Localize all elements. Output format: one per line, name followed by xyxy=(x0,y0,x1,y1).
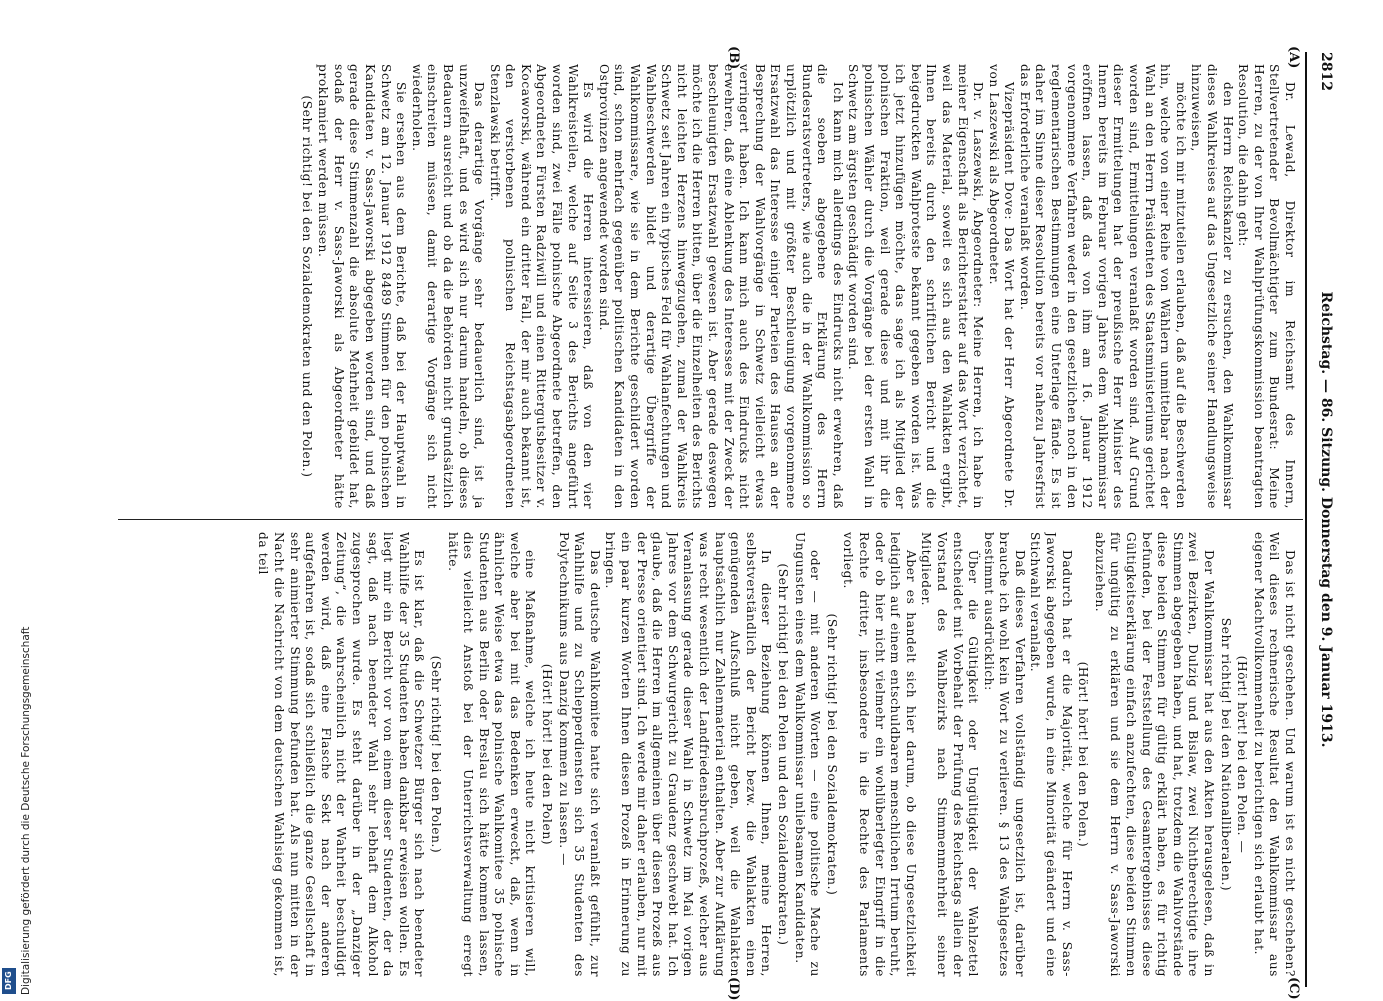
paragraph: Daß dieses Verfahren vollständig ungesetzlich ist, darüber brauche ich wohl kein Wort zu verlieren. § 13 des Wahlgesetzes bestimmt ausdrücklich: xyxy=(981,532,1027,977)
paragraph: In dieser Beziehung können Ihnen, meine Herren, selbstverständlich der Bericht bezw. die Wahlakten einen genügenden Aufschluß nicht geben, weil die Wahlakten hauptsächlich nur Zahlenmaterial enthalten. Aber zur Aufklärung was recht wesentlich der Landfriedensbruchprozeß, welcher aus Veranlassung gerade dieser Wahl in Schwetz im Mai vorigen Jahres vor dem Schwurgericht zu Graudenz geschwebt hat. Ich glaube, daß die Herren im allgemeinen über diesen Prozeß aus der Presse orientiert sind. Ich werde mir daher erlauben, nur mit ein paar kurzen Worten Ihnen diesen Prozeß in Erinnerung zu bringen. xyxy=(603,532,774,977)
dfg-logo-text: DFG xyxy=(4,971,13,990)
margin-mark-d: (D) xyxy=(726,977,741,1001)
paragraph: Es ist klar, daß die Schwetzer Bürger sich nach beendeter Wahlhilfe der 35 Studenten haben dankbar erweisen wollen. Es liegt mir ein Bericht vor von einem dieser Studenten, der da sagt, daß nach beendeter Wahl sehr lebhaft dem Alkohol zugesprochen wurde. Es steht darüber in der „Danziger Zeitung“, die wahrscheinlich nicht der Wahrheit beschuldigt werden wird, daß eine Flasche Sekt nach der anderen aufgefahren ist, sodaß sich schließlich die ganze Gesellschaft in sehr animierter Stimmung befunden hat. Als nun mitten in der Nacht die Nachricht von dem deutschen Wahlsieg gekommen ist, da teil xyxy=(256,532,427,977)
page-number: 2812 xyxy=(1318,52,1334,91)
paragraph: Ich kann mich allerdings des Eindrucks nicht erwehren, daß die soeben abgegebene Erklärung des Herrn Bundesratsvertreters, wie auch die in der Wahlkommission so urplötzlich und mit größter Beschleunigung vorgenommene Ersatzwahl das Interesse einiger Parteien des Hauses an der Besprechung der Wahlvorgänge in Schwetz vielleicht etwas verringert haben. Ich kann mich auch des Eindrucks nicht erwehren, daß eine Ablenkung des Interesses mit der Zweck der beschleunigten Ersatzwahl gewesen ist. Aber gerade deswegen möchte ich die Herren bitten, über die Einzelheiten des Berichts nicht leichten Herzens hinwegzugehen, zumal der Wahlkreis Schwetz seit Jahren ein typisches Feld für Wahlanfechtungen und Wahlbeschwerden bildet und derartige Übergriffe der Wahlkommissare, wie sie in dem Berichte geschildert worden sind, schon mehrfach gegenüber politischen Kandidaten in den Ostprovinzen angewendet worden sind. xyxy=(596,64,845,509)
header-rule xyxy=(1305,52,1307,987)
scanned-page xyxy=(113,46,1341,1001)
paragraph: Der Wahlkommissar hat aus den Akten herausgelesen, daß in zwei Bezirken, Dulzig und Bislaw, zwei Nichtberechtigte ihre Stimmen abgegeben haben, und hat, trotzdem die Wahlvorstände diese beiden Stimmen für gültig erklärt haben, es für richtig befunden, bei der Feststellung des Gesamtergebnisses diese Gültigkeitserklärung einfach anzufechten, diese beiden Stimmen für ungültig zu erklären und sie dem Herrn v. Sass-Jaworski abzuziehen. xyxy=(1092,532,1217,977)
dfg-logo xyxy=(2,968,16,994)
paragraph: Aber es handelt sich hier darum, ob diese Ungesetzlichkeit lediglich auf einem entschuldbaren menschlichen Irrtum beruht, oder ob hier nicht vielmehr ein wohlüberlegter Eingriff in die Rechte dritter, insbesondere in die Rechte des Parlaments vorliegt. xyxy=(841,532,918,977)
margin-mark-c: (C) xyxy=(1286,977,1301,1000)
paragraph: Das deutsche Wahlkomitee hatte sich veranlaßt gefühlt, zur Wahlhilfe und zu Schlepperdiensten sich 35 Studenten des Polytechnikums aus Danzig kommen zu lassen. — xyxy=(556,532,602,977)
paragraph: eine Maßnahme, welche ich heute nicht kritisieren will, welche aber bei mit das Bedenken erweckt, daß, wenn in ähnlicher Weise etwa das polnische Wahlkomitee 35 polnische Studenten aus Berlin oder Breslau sich hätte kommen lassen, dies vielleicht Anstoß bei der Unterrichtsverwaltung erregt hätte. xyxy=(445,532,538,977)
paragraph: Das ist nicht geschehen. Und warum ist es nicht geschehen? Weil dieses rechnerische Resultat den Wahlkommissar aus eigener Machtvollkommenheit zu berichtigen sich erlaubt hat. xyxy=(1251,532,1297,977)
paragraph: Das derartige Vorgänge sehr bedauerlich sind, ist ja unzweifelhaft, und es wird sich nur darum handeln, ob dieses Bedauern ausreicht und ob da die Behörden nicht grundsätzlich einschreiten müssen, damit derartige Vorgänge sich nicht wiederholen. xyxy=(409,64,487,509)
paragraph: Dr. Lewald, Direktor im Reichsamt des Innern, Stellvertretender Bevollmächtigter zum Bundesrat: Meine Herren, zu der von Ihrer Wahlprüfungskommission beantragten Resolution, die dahin geht: xyxy=(1236,64,1297,509)
interjection: (Hört! hört! bei den Polen. — xyxy=(1235,655,1250,854)
paragraph: möchte ich mir mitzuteilen erlauben, daß auf die Beschwerden hin, welche von einer Reihe von Wählern unmittelbar nach der Wahl an den Herrn Präsidenten des Staatsministeriums gerichtet worden sind, Ermittelungen veranlaßt worden sind. Auf Grund dieser Ermittelungen hat der preußische Herr Minister des Innern bereits im Februar vorigen Jahres dem Wahlkommissar eröffnen lassen, daß das von ihm am 16. Januar 1912 vorgenommene Verfahren weder in den gesetzlichen noch in den reglementarischen Bestimmungen eine Unterlage fände. Es ist daher im Sinne dieser Resolution bereits vor nahezu Jahresfrist das Erforderliche veranlaßt worden. xyxy=(1017,64,1188,509)
digitization-credit xyxy=(20,626,32,996)
interjection: Sehr richtig! bei den Nationalliberalen.) xyxy=(1218,617,1233,892)
paragraph: Dr. v. Laszewski, Abgeordneter: Meine Herren, ich habe in meiner Eigenschaft als Berichterstatter auf das Wort verzichtet, weil das Material, soweit es sich aus den Wahlakten ergibt, Ihnen bereits durch den schriftlichen Bericht und die beigedruckten Wahlproteste bekannt gegeben worden ist. Was ich jetzt hinzufügen möchte, das sage ich als Mitglied der polnischen Fraktion, weil gerade diese und mit ihr die polnischen Wähler durch die Vorgänge bei der ersten Wahl in Schwetz am ärgsten geschädigt worden sind. xyxy=(846,64,986,509)
interjection: (Hört! hört! bei den Polen) xyxy=(540,663,555,846)
paragraph: Über die Gültigkeit oder Ungültigkeit der Wahlzettel entscheidet mit Vorbehalt der Prüfung des Reichstags allein der Vorstand des Wahlbezirks nach Stimmenmehrheit seiner Mitglieder. xyxy=(919,532,981,977)
interjection: (Sehr richtig! bei den Polen.) xyxy=(428,655,443,854)
interjection: (Sehr richtig! bei den Sozialdemokraten.) xyxy=(824,613,839,896)
running-head: Reichstag. — 86. Sitzung. Donnerstag den 9. Januar 1913. xyxy=(1318,291,1334,748)
paragraph: oder — mit anderen Worten — eine politische Mache zu Ungunsten eines dem Wahlkommissar unliebsamen Kandidaten. xyxy=(792,532,823,977)
column-divider xyxy=(118,519,1303,520)
paragraph: den Herrn Reichskanzler zu ersuchen, den Wahlkommissar dieses Wahlkreises auf das Ungesetzliche seiner Handlungsweise hinzuweisen, xyxy=(1189,64,1235,509)
paragraph: Vizepräsident Dove: Das Wort hat der Herr Abgeordnete Dr. von Laszewski als Abgeordneter. xyxy=(986,64,1017,509)
interjection: (Sehr richtig! bei den Sozialdemokraten und den Polen.) xyxy=(299,95,314,478)
interjection: (Sehr richtig! bei den Polen und den Sozialdemokraten.) xyxy=(776,563,790,946)
page-header xyxy=(1311,52,1341,987)
digitization-credit-text: Digitalisierung gefördert durch die Deutsche Forschungsgemeinschaft xyxy=(20,626,32,995)
paragraph: Sie ersehen aus dem Berichte, daß bei der Hauptwahl in Schwetz am 12. Januar 1912 8489 Stimmen für den polnischen Kandidaten v. Sass-Jaworski abgegeben worden sind, und daß gerade diese Stimmenzahl die absolute Mehrheit gebildet hat, sodaß der Herr v. Sass-Jaworski als Abgeordneter hätte proklamiert werden müssen. xyxy=(316,64,409,509)
interjection: (Hört! hört! bei den Polen.) xyxy=(1076,661,1091,848)
margin-mark-a: (A) xyxy=(1286,46,1301,69)
margin-mark-b: (B) xyxy=(726,46,741,70)
text-column-right xyxy=(117,532,1297,977)
text-column-left xyxy=(117,64,1297,509)
paragraph: Dadurch hat er die Majorität, welche für Herrn v. Sass-Jaworski abgegeben wurde, in eine Minorität geändert und eine Stichwahl veranlaßt. xyxy=(1028,532,1074,977)
paragraph: Es wird die Herren interessieren, daß von den vier Wahlkreisteilen, welche auf Seite 3 des Berichts angeführt worden sind, zwei Fälle polnische Abgeordnete betreffen, den Abgeordneten Fürsten Radziwill und einen Rittergutsbesitzer v. Kocaworski, während ein dritter Fall, der mir auch bekannt ist, den verstorbenen polnischen Reichstagsabgeordneten Stenzlawski betrifft. xyxy=(487,64,596,509)
